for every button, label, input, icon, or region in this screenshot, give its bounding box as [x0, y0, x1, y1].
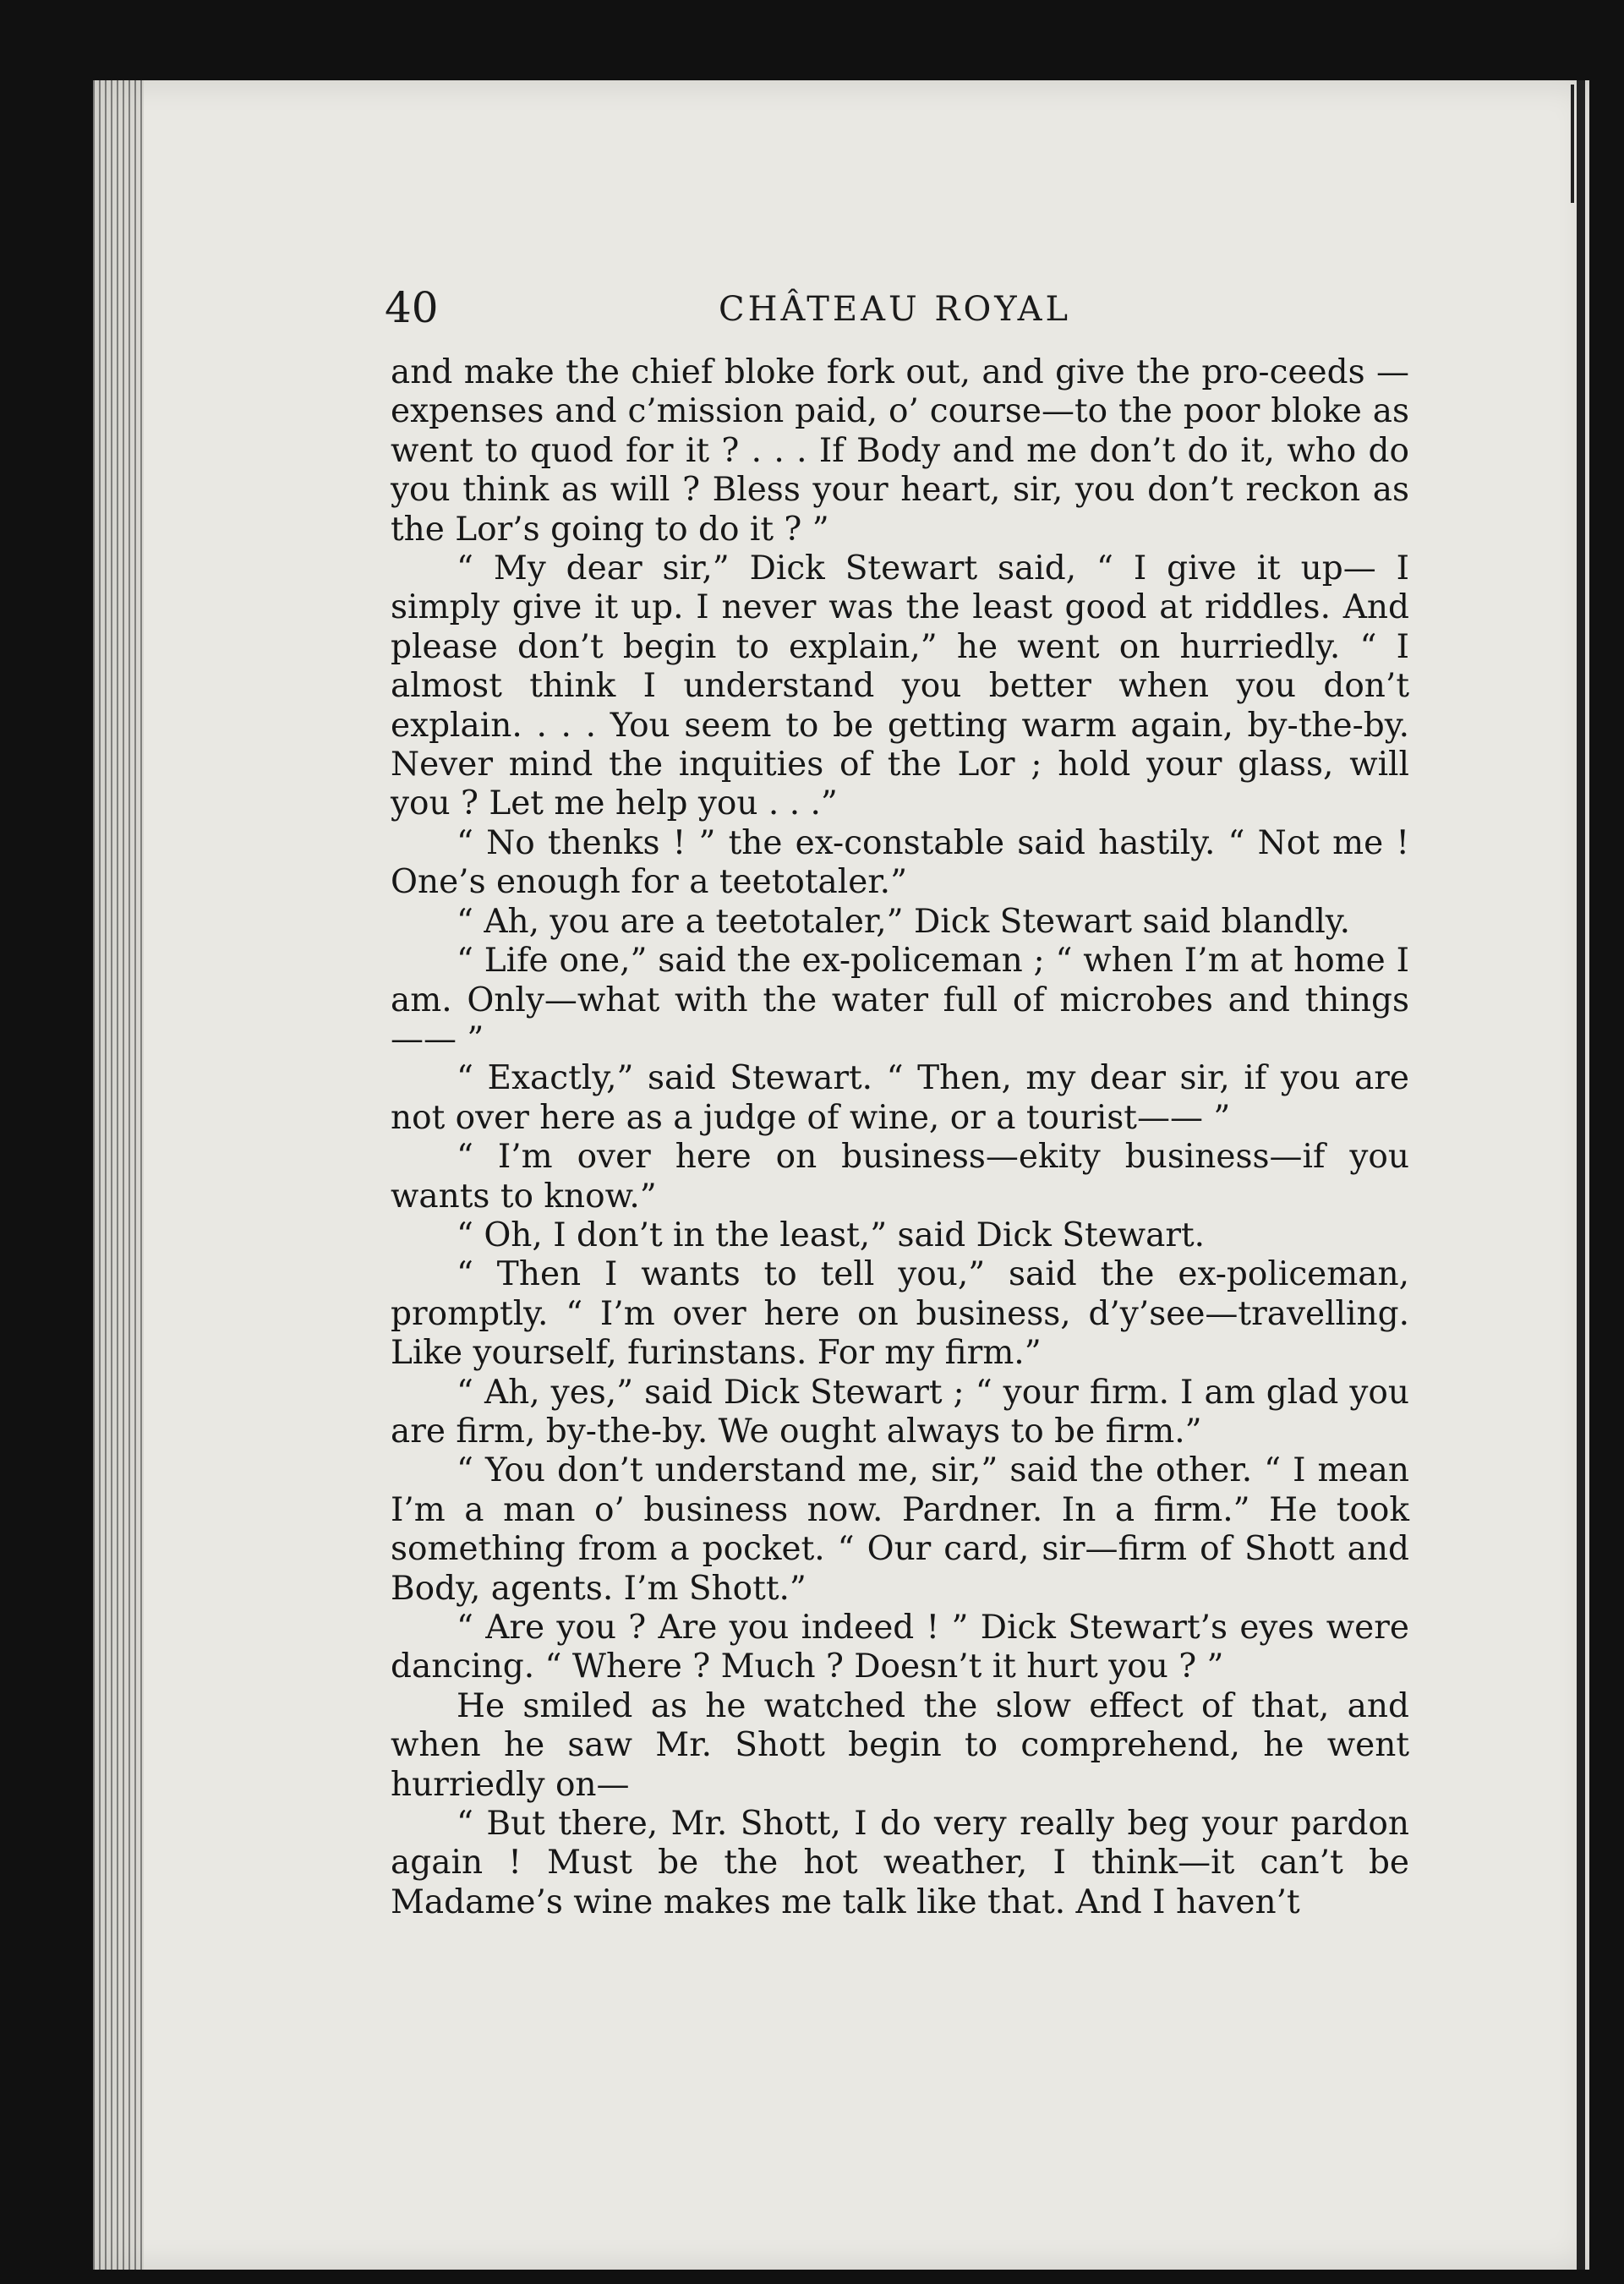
paragraph: “ You don’t understand me, sir,” said the other. “ I mean I’m a man o’ business now. Pardner. In a firm.” He took something from a pocket. “ Our card, sir—firm of Shott and Body, agents. I’m Shott.”: [391, 1451, 1409, 1608]
running-head: CHÂTEAU ROYAL: [719, 290, 1072, 329]
paragraph: “ Life one,” said the ex-policeman ; “ when I’m at home I am. Only—what with the water full of microbes and things—— ”: [391, 942, 1409, 1058]
paragraph: “ But there, Mr. Shott, I do very really beg your pardon again ! Must be the hot weather, I think—it can’t be Madame’s wine makes me talk like that. And I haven’t: [391, 1805, 1409, 1921]
paragraph: “ I’m over here on business—ekity business—if you wants to know.”: [391, 1138, 1409, 1216]
paragraph: “ My dear sir,” Dick Stewart said, “ I give it up— I simply give it up. I never was the least good at riddles. And please don’t begin to explain,” he went on hurriedly. “ I almost think I understand you better when you don’t explain. . . . You seem to be getting warm again, by-the-by. Never mind the inquities of the Lor ; hold your glass, will you ? Let me help you . . .”: [391, 549, 1409, 823]
page-binding-edge: [93, 80, 144, 2270]
gutter-mark: [1571, 85, 1574, 203]
paragraph: “ Ah, you are a teetotaler,” Dick Stewart said blandly.: [457, 902, 1351, 941]
page-header: [385, 283, 1408, 334]
paragraph: “ Then I wants to tell you,” said the ex-policeman, promptly. “ I’m over here on business, d’y’see—travelling. Like yourself, furinstans. For my firm.”: [391, 1255, 1409, 1373]
paragraph: He smiled as he watched the slow effect of that, and when he saw Mr. Shott begin to comprehend, he went hurriedly on—: [391, 1686, 1409, 1804]
paragraph: “ Oh, I don’t in the least,” said Dick Stewart.: [457, 1216, 1206, 1254]
paragraph: “ Are you ? Are you indeed ! ” Dick Stewart’s eyes were dancing. “ Where ? Much ? Doesn’t it hurt you ? ”: [391, 1609, 1409, 1686]
paragraph: “ Exactly,” said Stewart. “ Then, my dear sir, if you are not over here as a judge of wine, or a tourist—— ”: [391, 1059, 1409, 1137]
paragraph: “ No thenks ! ” the ex-constable said hastily. “ Not me ! One’s enough for a teetotaler.”: [391, 823, 1409, 902]
paragraph: “ Ah, yes,” said Dick Stewart ; “ your firm. I am glad you are firm, by-the-by. We ought always to be firm.”: [391, 1373, 1409, 1451]
paragraph: and make the chief bloke fork out, and give the pro-ceeds —expenses and c’mission paid, o’ course—to the poor bloke as went to quod for it ? . . . If Body and me don’t do it, who do you think as will ? Bless your heart, sir, you don’t reckon as the Lor’s going to do it ? ”: [391, 353, 1409, 549]
body-text: [391, 353, 1409, 1922]
page-number: 40: [385, 283, 439, 332]
page-right-edge: [1577, 80, 1585, 2270]
